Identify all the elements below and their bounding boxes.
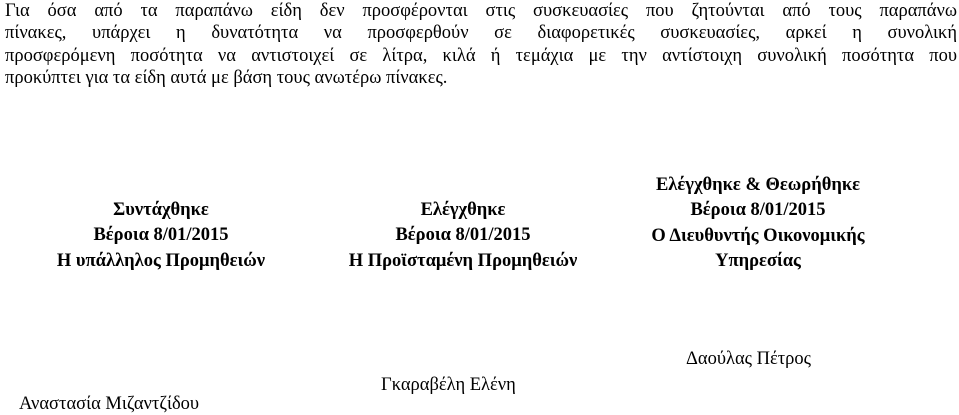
intro-line-4: προκύπτει για τα είδη αυτά με βάση τους ανωτέρω πίνακες. (5, 68, 448, 89)
signatory-name-approved: Δαούλας Πέτρος (686, 349, 811, 369)
signatory-name-checked: Γκαραβέλη Ελένη (381, 375, 516, 395)
approved-role-line1: Ο Διευθυντής Οικονομικής (651, 225, 865, 246)
compiled-role: Η υπάλληλος Προμηθειών (56, 250, 266, 271)
checked-role: Η Προϊσταμένη Προμηθειών (348, 250, 578, 271)
intro-paragraph (5, 0, 957, 90)
compiled-heading: Συντάχθηκε (113, 200, 209, 220)
intro-line-1: Για όσα από τα παραπάνω είδη δεν προσφέρονται στις συσκευασίες που ζητούνται από τους παραπάνω (5, 1, 957, 21)
intro-line-3: προσφερόμενη ποσότητα να αντιστοιχεί σε λίτρα, κιλά ή τεμάχια με την αντίστοιχη συνολική ποσότητα που (5, 45, 957, 66)
checked-place-date: Βέροια 8/01/2015 (395, 225, 531, 246)
signature-block-checked (313, 198, 613, 274)
checked-heading: Ελέγχθηκε (420, 200, 506, 220)
signature-block-compiled (20, 198, 302, 274)
approved-place-date: Βέροια 8/01/2015 (690, 200, 826, 221)
signatory-name-compiled: Αναστασία Μιζαντζίδου (19, 394, 200, 414)
approved-role-line2: Υπηρεσίας (715, 251, 801, 272)
compiled-place-date: Βέροια 8/01/2015 (93, 225, 229, 246)
signature-block-approved (613, 173, 903, 275)
approved-heading: Ελέγχθηκε & Θεωρήθηκε (655, 175, 861, 195)
intro-line-2: πίνακες, υπάρχει η δυνατότητα να προσφερθούν σε διαφορετικές συσκευασίες, αρκεί η συνολική (5, 23, 957, 44)
